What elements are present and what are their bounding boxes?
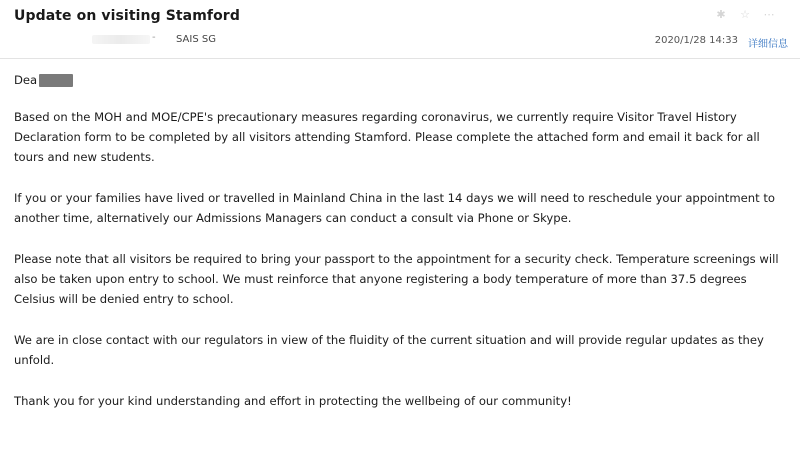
more-icon[interactable]: ⋯ xyxy=(763,8,775,21)
paragraph-thank-you: Thank you for your kind understanding and effort in protecting the wellbeing of our community! xyxy=(14,394,572,408)
email-timestamp: 2020/1/28 14:33 xyxy=(654,35,738,46)
greeting-text: Dea xyxy=(14,73,38,87)
toolbar-icons xyxy=(714,8,776,22)
paragraph-security-check: Please note that all visitors be required to bring your passport to the appointment for a security check. Temperature screenings will also be taken upon entry to school. We must reinforce that anyone registering a body temperature of more than 37.5 degrees Celsius will be denied entry to school. xyxy=(14,252,779,306)
star-icon[interactable]: ☆ xyxy=(740,8,750,21)
email-sender[interactable]: SAIS SG xyxy=(176,34,216,45)
paragraph-regular-updates: We are in close contact with our regulators in view of the fluidity of the current situation and will provide regular updates as they unfold. xyxy=(14,333,764,367)
email-body xyxy=(14,70,790,432)
paragraph-declaration-form: Based on the MOH and MOE/CPE's precautionary measures regarding coronavirus, we currently require Visitor Travel History Declaration form to be completed by all visitors attending Stamford. Please complete the attached form and email it back for all tours and new students. xyxy=(14,110,760,164)
greeting xyxy=(14,70,790,90)
email-subject: Update on visiting Stamford xyxy=(14,8,240,24)
details-link[interactable]: 详细信息 xyxy=(748,39,788,50)
paragraph-reschedule: If you or your families have lived or travelled in Mainland China in the last 14 days we will need to reschedule your appointment to another time, alternatively our Admissions Managers can conduct a consult via Phone or Skype. xyxy=(14,191,775,225)
sparkle-icon[interactable]: ✱ xyxy=(716,8,726,21)
sender-separator: - xyxy=(152,32,156,43)
redacted-name xyxy=(39,74,73,87)
sender-address-redacted xyxy=(92,35,150,44)
email-header xyxy=(0,0,800,59)
